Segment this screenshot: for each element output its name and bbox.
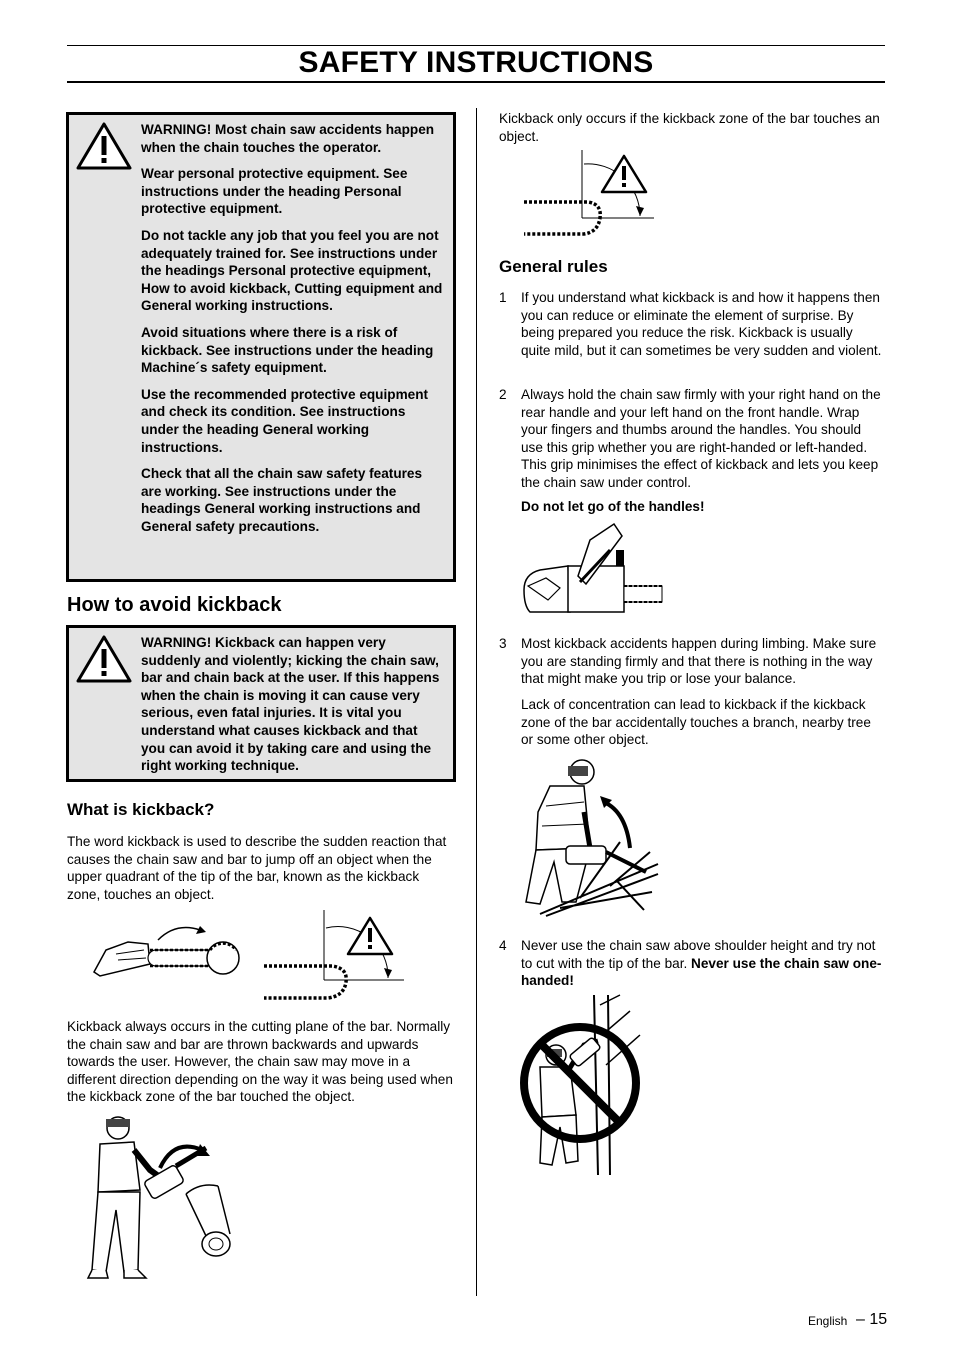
section-heading-avoid-kickback: How to avoid kickback [67, 594, 282, 616]
warning-box-kickback [66, 625, 456, 782]
footer-page-number: – 15 [856, 1311, 888, 1328]
warning-triangle-icon [75, 634, 133, 684]
rule-text: Never use the chain saw above shoulder height and try not to cut with the tip of the bar. [521, 938, 876, 971]
subheading-general-rules: General rules [499, 257, 608, 276]
what-is-paragraph-2: Kickback always occurs in the cutting plane of the bar. Normally the chain saw and bar are thrown backwards and upwards towards the user. However, the chain saw may move in a different direction depending on the way it was being used when the kickback zone of the bar touched the object. [67, 1019, 453, 1105]
rule-number: 3 [499, 636, 507, 651]
warning-paragraph: WARNING! Kickback can happen very suddenly and violently; kicking the chain saw, bar and chain back at the user. If this happens when the chain is moving it can cause very serious, even fatal injuries. It is vital you understand what causes kickback and that you can avoid it by taking care and using the right working technique. [141, 635, 440, 774]
rule-number: 2 [499, 387, 507, 402]
warning-paragraph: Do not tackle any job that you feel you are not adequately trained for. See instructions under the headings Personal protective equipment, How to avoid kickback, Cutting equipment and General working instructions. [141, 227, 443, 314]
warning-paragraph: WARNING! Most chain saw accidents happen when the chain touches the operator. [141, 122, 435, 155]
rule-text: Always hold the chain saw firmly with your right hand on the rear handle and your left hand on the front handle. Wrap your fingers and thumbs around the handles. You should use this grip whether you are right-handed or left-handed. This grip minimises the effect of kickback and lets you keep the chain saw under control. [521, 387, 881, 490]
subheading-what-is-kickback: What is kickback? [67, 800, 215, 819]
chainsaw-grip-illustration [520, 520, 665, 618]
page-title: SAFETY INSTRUCTIONS [298, 46, 654, 79]
warning-box-general [66, 112, 456, 582]
warning-triangle-icon [75, 121, 133, 171]
warning-paragraph: Wear personal protective equipment. See instructions under the heading Personal protective equipment. [141, 166, 408, 217]
warning-paragraph: Avoid situations where there is a risk of kickback. See instructions under the heading Machine´s safety equipment. [141, 324, 434, 376]
header-rule-bottom [67, 81, 885, 83]
prohibited-overhead-cutting-illustration [520, 995, 646, 1175]
rule-number: 4 [499, 938, 507, 953]
rule-text-concentration: Lack of concentration can lead to kickback if the kickback zone of the bar accidentally touches a branch, nearby tree or some other object. [521, 697, 871, 748]
rule-note-handles: Do not let go of the handles! [521, 499, 705, 514]
warning-text [141, 634, 445, 784]
operator-kickback-illustration [88, 1110, 238, 1285]
footer-language: English [808, 1314, 848, 1328]
rule-number: 1 [499, 290, 507, 305]
rule-text-bold: Never use the chain saw one-handed! [521, 955, 882, 989]
rule-text: If you understand what kickback is and how it happens then you can reduce or eliminate the element of surprise. By being prepared you reduce the risk. Kickback is usually quite mild, but it can sometimes be very sudden and violent. [521, 290, 882, 358]
kickback-zone-diagram [262, 910, 407, 1002]
rule-text: Most kickback accidents happen during limbing. Make sure you are standing firmly and that there is nothing in the way that might make you trip or lose your balance. [521, 636, 877, 687]
what-is-paragraph-1: The word kickback is used to describe the sudden reaction that causes the chain saw and bar to jump off an object when the upper quadrant of the tip of the bar, known as the kickback zone, touches an object. [67, 834, 447, 902]
column-divider [476, 108, 477, 1296]
chainsaw-kickback-zone-illustration [88, 920, 248, 990]
warning-paragraph: Use the recommended protective equipment and check its condition. See instructions under the heading General working instructions. [141, 386, 429, 455]
kickback-only-occurs-text: Kickback only occurs if the kickback zone of the bar touches an object. [499, 111, 880, 144]
limbing-operator-illustration [520, 752, 660, 918]
warning-text [141, 121, 445, 544]
warning-paragraph: Check that all the chain saw safety features are working. See instructions under the headings General working instructions and General safety precautions. [141, 466, 423, 534]
kickback-zone-diagram-right [520, 150, 660, 240]
rule-text-shoulder [521, 937, 885, 990]
